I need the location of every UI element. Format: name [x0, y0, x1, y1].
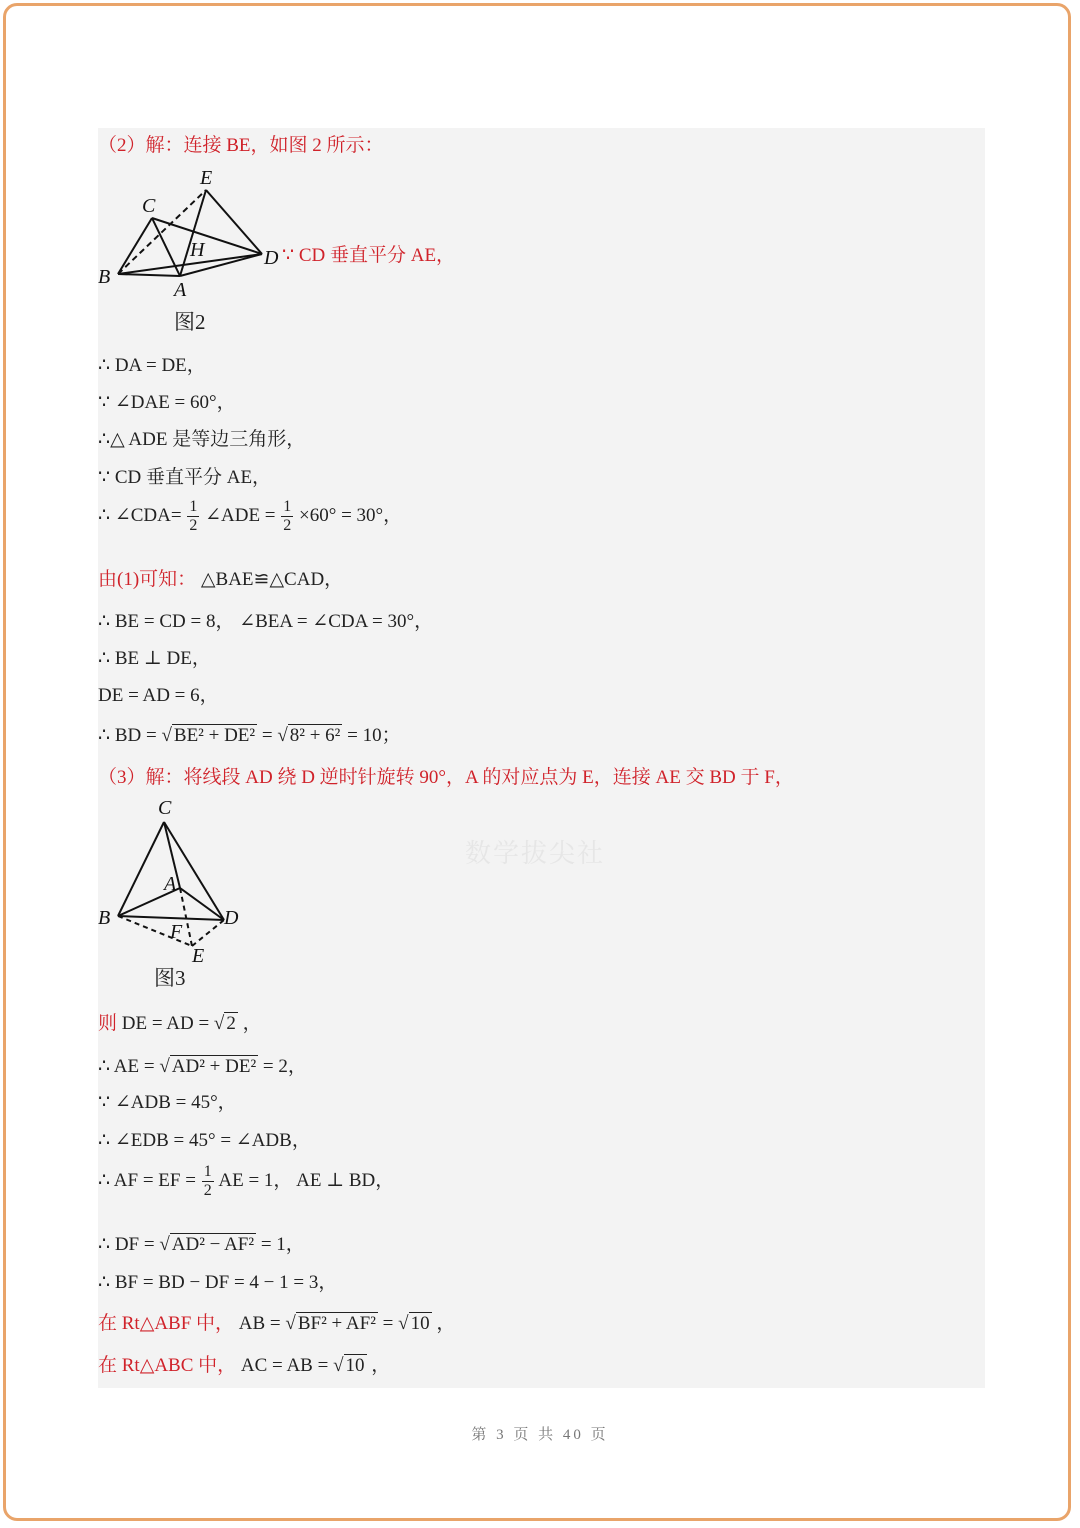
text: ，	[242, 1013, 262, 1034]
fig2-label-c: C	[142, 195, 156, 217]
square-root: √ AD² + DE²	[159, 1056, 257, 1077]
fig2-label-a: A	[174, 279, 187, 301]
fig3-label-b: B	[98, 907, 111, 929]
text: ，	[371, 1355, 391, 1376]
square-root: √ AD² − AF²	[159, 1234, 255, 1255]
step-line-fraction	[98, 498, 402, 535]
denominator: 2	[283, 517, 292, 534]
numerator: 1	[189, 498, 198, 515]
watermark: 数学拔尖社	[465, 839, 606, 869]
step-line	[98, 564, 343, 591]
radicand: BE² + DE²	[173, 725, 256, 746]
fraction-half	[187, 498, 199, 535]
step-line	[98, 1229, 305, 1256]
fig3-label-a: A	[164, 873, 177, 895]
page-footer: 第 3 页 共 40 页	[471, 1427, 609, 1443]
fig2-label-b: B	[98, 266, 111, 288]
radicand: AD² − AF²	[171, 1234, 255, 1255]
step-line	[98, 720, 401, 747]
step-line: ∵ CD 垂直平分 AE，	[98, 467, 272, 488]
solution-panel	[98, 128, 985, 1388]
text: 则	[98, 1013, 118, 1034]
fig2-beside-text: ∵ CD 垂直平分 AE，	[282, 245, 456, 266]
text: ∴ AE =	[98, 1056, 155, 1077]
step-line: ∴ ∠EDB = 45° = ∠ADB，	[98, 1130, 311, 1151]
radicand: 2	[226, 1013, 236, 1034]
step-line: ∴ BF = BD − DF = 4 − 1 = 3，	[98, 1272, 338, 1293]
step-line: ∵ ∠DAE = 60°，	[98, 392, 236, 413]
fig2-label-e: E	[200, 167, 213, 189]
text: ∴ BD =	[98, 725, 157, 746]
step-line: ∴△ ADE 是等边三角形，	[98, 429, 306, 450]
fig3-label-d: D	[224, 907, 239, 929]
denominator: 2	[189, 517, 198, 534]
fraction-half	[202, 1163, 214, 1200]
text: AB =	[238, 1313, 281, 1334]
text: =	[261, 725, 273, 746]
step-line: ∵ ∠ADB = 45°，	[98, 1092, 237, 1113]
fig2-label-h: H	[190, 239, 205, 261]
figure-3	[98, 796, 298, 996]
text: = 10；	[347, 725, 401, 746]
radicand: 8² + 6²	[289, 725, 341, 746]
step-line	[98, 1051, 307, 1078]
text: ，	[436, 1313, 456, 1334]
radicand: BF² + AF²	[297, 1313, 376, 1334]
fig2-caption: 图2	[174, 310, 206, 334]
text: =	[382, 1313, 394, 1334]
text: 在 Rt△ABC 中，	[98, 1355, 237, 1376]
square-root: √ 10	[398, 1313, 430, 1334]
text: ×60° = 30°，	[299, 504, 403, 526]
text: △BAE≌△CAD，	[200, 569, 344, 590]
text: ∴ DF =	[98, 1234, 155, 1255]
numerator: 1	[203, 1163, 212, 1180]
figure-2	[98, 166, 458, 376]
square-root: √ 8² + 6²	[277, 725, 341, 746]
step-line	[98, 1008, 262, 1035]
text: DE = AD =	[121, 1013, 210, 1034]
text: ∠ADE =	[205, 504, 276, 526]
step-line: ∴ BE = CD = 8， ∠BEA = ∠CDA = 30°，	[98, 611, 434, 632]
text: AC = AB =	[240, 1355, 329, 1376]
text: AE = 1， AE ⊥ BD，	[218, 1169, 395, 1191]
step-line	[98, 1308, 455, 1335]
step-line: DE = AD = 6，	[98, 685, 219, 706]
fig3-label-f: F	[170, 921, 183, 943]
fig2-label-d: D	[264, 247, 279, 269]
text: ∴ ∠CDA=	[98, 504, 182, 526]
step-line-fraction	[98, 1163, 394, 1200]
radicand: 10	[410, 1313, 430, 1334]
text: = 2，	[262, 1056, 307, 1077]
square-root: √ 10	[333, 1355, 365, 1376]
radicand: AD² + DE²	[171, 1056, 257, 1077]
text: 由(1)可知：	[98, 569, 197, 590]
fig3-label-e: E	[192, 945, 205, 967]
denominator: 2	[203, 1182, 212, 1199]
part2-header: （2）解：连接 BE，如图 2 所示：	[98, 135, 384, 156]
square-root: √ BE² + DE²	[161, 725, 256, 746]
radicand: 10	[345, 1355, 365, 1376]
square-root: √ BF² + AF²	[285, 1313, 376, 1334]
numerator: 1	[283, 498, 292, 515]
step-line: ∴ DA = DE，	[98, 355, 206, 376]
fraction-half	[281, 498, 293, 535]
fig3-caption: 图3	[154, 966, 186, 990]
part3-header: （3）解：将线段 AD 绕 D 逆时针旋转 90°，A 的对应点为 E，连接 AE 交 BD 于 F，	[98, 767, 794, 788]
text: 在 Rt△ABF 中，	[98, 1313, 235, 1334]
step-line: ∴ BE ⊥ DE，	[98, 648, 211, 669]
fig3-label-c: C	[158, 797, 172, 819]
square-root: √ 2	[213, 1013, 236, 1034]
step-line	[98, 1350, 390, 1377]
text: = 1，	[260, 1234, 305, 1255]
text: ∴ AF = EF =	[98, 1169, 196, 1191]
